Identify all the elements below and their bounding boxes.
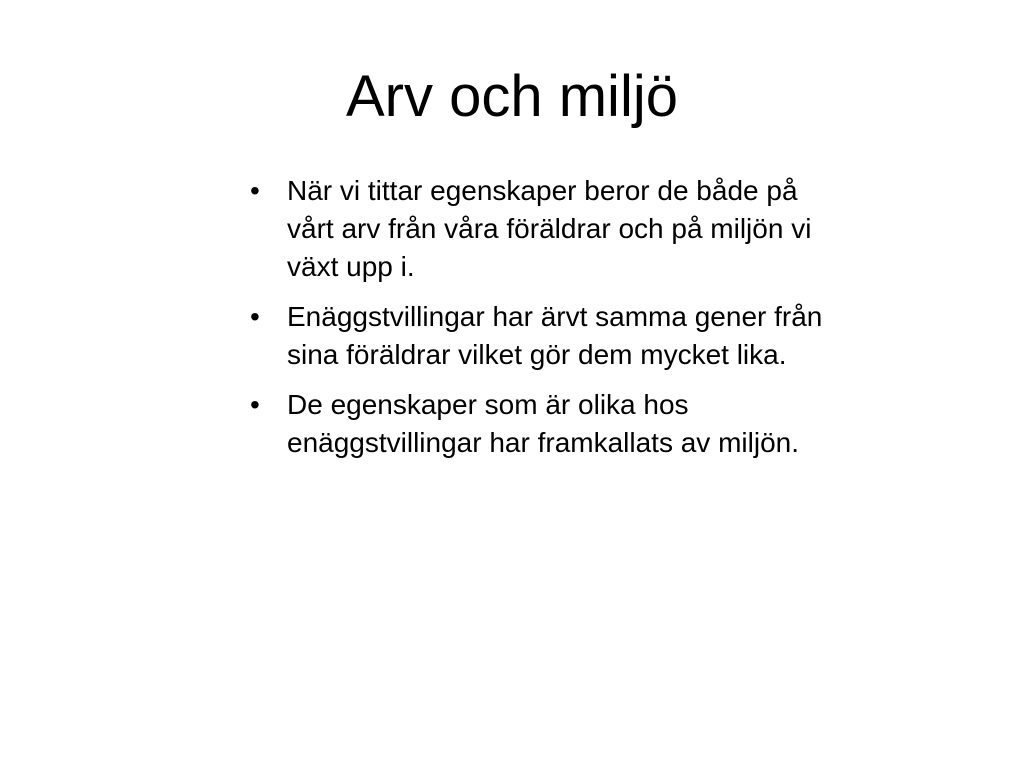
bullet-line: De egenskaper som är olika hos [287, 389, 689, 420]
bullet-marker: • [250, 389, 260, 420]
bullet-line: Enäggstvillingar har ärvt samma gener från [287, 301, 823, 332]
bullet-line: sina föräldrar vilket gör dem mycket lika. [287, 339, 787, 370]
bullet-marker: • [250, 301, 260, 332]
bullet-line: enäggstvillingar har framkallats av miljön. [287, 427, 799, 458]
bullet-line: vårt arv från våra föräldrar och på miljön vi [287, 213, 812, 244]
bullet-list [250, 172, 960, 474]
slide-title: Arv och miljö [346, 64, 678, 129]
bullet-item-2 [250, 298, 960, 374]
bullet-line: växt upp i. [287, 251, 415, 282]
bullet-item-1 [250, 172, 960, 286]
bullet-marker: • [250, 175, 260, 206]
bullet-item-3 [250, 386, 960, 462]
bullet-line: När vi tittar egenskaper beror de både på [287, 175, 798, 206]
